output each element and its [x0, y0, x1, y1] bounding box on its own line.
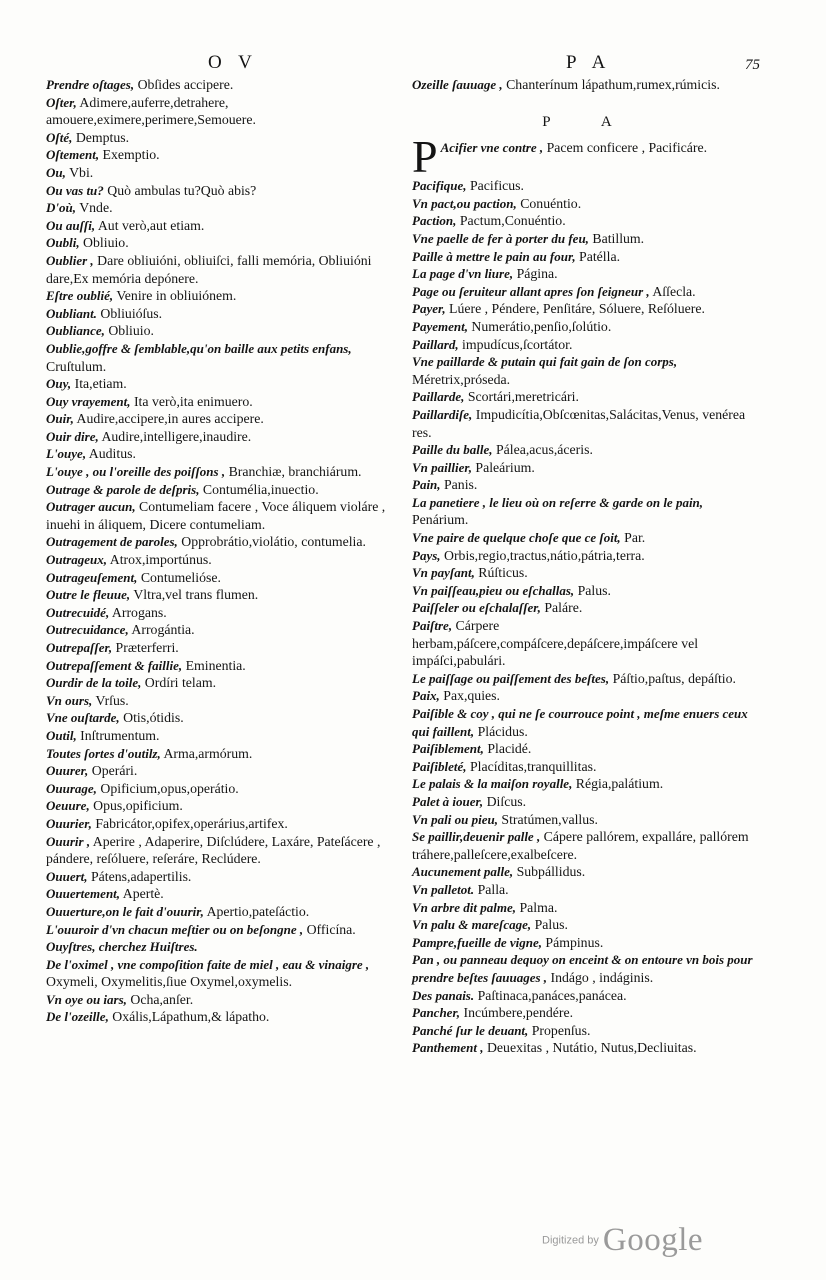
dictionary-entry [46, 287, 388, 305]
dictionary-entry [46, 199, 388, 217]
entry-headword: Ozeille ſauuage , [412, 77, 503, 92]
entry-headword: Pampre,fueille de vigne, [412, 934, 542, 950]
dictionary-entry [412, 283, 760, 301]
dictionary-entry [412, 1039, 760, 1057]
right-column-top-entries [412, 76, 760, 94]
dictionary-entry [46, 833, 388, 868]
entry-headword: Vn pact,ou paction, [412, 195, 517, 211]
entry-translation: Inſtrumentum. [80, 727, 160, 743]
entry-translation: Pactum,Conuéntio. [459, 213, 566, 229]
dictionary-entry [46, 780, 388, 798]
dictionary-entry [46, 727, 388, 745]
dictionary-entry [412, 705, 760, 740]
entry-headword: Outil, [46, 727, 77, 743]
entry-headword: Ouir, [46, 411, 74, 427]
entry-headword: Prendre oſtages, [46, 77, 135, 92]
entry-translation: Paláre. [544, 600, 583, 616]
entry-translation: Ordíri telam. [144, 675, 217, 691]
entry-translation: Oxymeli, Oxymelitis,ſiue Oxymel,oxymelis. [46, 974, 293, 990]
entry-translation: Panis. [444, 477, 478, 493]
entry-headword: Paiſſeler ou eſchalaſſer, [412, 600, 541, 616]
entry-translation: Obliuióſus. [100, 305, 163, 321]
entry-headword: Vn palletot. [412, 881, 475, 897]
entry-translation: Fabricátor,opifex,operárius,artifex. [95, 815, 288, 831]
entry-translation: Demptus. [75, 129, 130, 145]
entry-translation: Opificium,opus,operátio. [100, 780, 239, 796]
dictionary-entry [46, 815, 388, 833]
dictionary-entry [412, 811, 760, 829]
entry-headword: Paiſiblement, [412, 741, 484, 757]
dictionary-entry [412, 670, 760, 688]
entry-headword: Vn paillier, [412, 459, 472, 475]
dictionary-entry [46, 745, 388, 763]
entry-headword: Ou auſſi, [46, 217, 96, 233]
entry-headword: Ouurier, [46, 815, 92, 831]
dictionary-entry [412, 195, 760, 213]
dictionary-entry [46, 868, 388, 886]
entry-headword: Palet à iouer, [412, 793, 484, 809]
dictionary-entry [412, 599, 760, 617]
entry-headword: Ouyſtres, cherchez Huiſtres. [46, 939, 198, 955]
entry-headword: Panché ſur le deuant, [412, 1022, 529, 1038]
dictionary-entry [46, 938, 388, 956]
entry-headword: Outrager aucun, [46, 499, 136, 515]
entry-translation: Vltra,vel trans flumen. [133, 587, 259, 603]
entry-translation: Cárpere herbam,páſcere,compáſcere,depáſcere,impáſcere vel impáſci,pabulári. [412, 618, 699, 669]
entry-translation: Ita,etiam. [74, 376, 127, 392]
entry-headword: Oubliance, [46, 323, 105, 339]
dictionary-entry [412, 300, 760, 318]
entry-translation: Contumélia,inuectio. [202, 481, 319, 497]
dictionary-entry [412, 336, 760, 354]
dictionary-entry [46, 533, 388, 551]
first-entry-pa [412, 131, 760, 183]
dictionary-entry [46, 164, 388, 182]
google-watermark [542, 1222, 703, 1259]
entry-headword: Vne paillarde & putain qui fait gain de ſon corps, [412, 354, 678, 370]
entry-translation: Vnde. [79, 200, 113, 216]
entry-headword: Ouuerture,on le fait d'ouurir, [46, 903, 204, 919]
dictionary-entry [412, 476, 760, 494]
entry-translation: Propenſus. [531, 1022, 591, 1038]
entry-headword: Ouy, [46, 376, 72, 392]
dictionary-entry [412, 951, 760, 986]
entry-translation: Rúſticus. [478, 565, 528, 581]
entry-translation: Impudicítia,Obſcœnitas,Salácitas,Venus, venérea res. [412, 406, 746, 440]
entry-translation: Vrſus. [95, 692, 129, 708]
entry-translation: Ocha,anſer. [130, 991, 194, 1007]
entry-headword: Paiſibleté, [412, 758, 467, 774]
dictionary-entry [412, 687, 760, 705]
entry-headword: Oeuure, [46, 798, 90, 814]
entry-translation: Audire,accipere,in aures accipere. [76, 411, 264, 427]
dictionary-entry [412, 177, 760, 195]
entry-headword: Oſter, [46, 94, 77, 110]
entry-headword: Vne ouſtarde, [46, 710, 120, 726]
dictionary-entry [412, 564, 760, 582]
dictionary-entry [412, 775, 760, 793]
entry-translation: Numerátio,penſio,ſolútio. [471, 318, 612, 334]
entry-headword: Paiſtre, [412, 618, 453, 634]
entry-translation: Branchiæ, branchiárum. [228, 464, 362, 480]
entry-translation: Contumelióse. [140, 569, 221, 585]
entry-headword: Acifier vne contre , [440, 140, 544, 156]
entry-headword: La page d'vn liure, [412, 266, 514, 282]
entry-translation: Pálea,acus,áceris. [495, 442, 593, 458]
entry-translation: Orbis,regio,tractus,nátio,pátria,terra. [443, 547, 645, 563]
entry-translation: Pátens,adapertilis. [91, 868, 192, 884]
entry-headword: De l'ozeille, [46, 1009, 109, 1025]
entry-headword: Pacifique, [412, 178, 467, 194]
entry-headword: Outrageux, [46, 552, 108, 568]
dictionary-entry [412, 76, 760, 94]
dictionary-entry [46, 586, 388, 604]
entry-headword: Ou vas tu? [46, 182, 104, 198]
dictionary-entry [412, 318, 760, 336]
dictionary-entry [46, 393, 388, 411]
entry-translation: Paleárium. [475, 459, 535, 475]
entry-headword: Des panais. [412, 987, 475, 1003]
entry-headword: Paille du balle, [412, 442, 493, 458]
dictionary-entry [412, 617, 760, 670]
dictionary-entry [46, 252, 388, 287]
entry-translation: Arrogántia. [131, 622, 195, 638]
entry-translation: Vbi. [69, 164, 94, 180]
dictionary-entry [46, 182, 388, 200]
entry-headword: Ouurage, [46, 780, 97, 796]
entry-translation: Régia,palátium. [575, 776, 664, 792]
dictionary-entry [412, 916, 760, 934]
entry-headword: Paillard, [412, 336, 459, 352]
entry-translation: Oxális,Lápathum,& lápatho. [112, 1009, 270, 1025]
entry-headword: Oublier , [46, 252, 94, 268]
dictionary-entry [46, 340, 388, 375]
dictionary-entry [46, 322, 388, 340]
dictionary-entry [46, 481, 388, 499]
entry-headword: Paillardiſe, [412, 406, 473, 422]
entry-headword: Ouy vrayement, [46, 393, 131, 409]
entry-translation: Cápere pallórem, expalláre, pallórem tráhere,palleſcere,exalbeſcere. [412, 829, 749, 862]
entry-translation: Aſſecla. [652, 283, 696, 299]
entry-headword: Oublie,goffre & ſemblable,qu'on baille aux petits enfans, [46, 340, 352, 356]
entry-translation: Méretrix,próseda. [412, 371, 511, 387]
dictionary-entry [46, 94, 388, 129]
entry-translation: Placíditas,tranquillitas. [469, 758, 597, 774]
dictionary-entry [412, 740, 760, 758]
google-logo: Google [602, 1222, 704, 1258]
entry-headword: Outrageuſement, [46, 569, 138, 585]
entry-headword: Ouuertement, [46, 886, 121, 902]
dictionary-entry [412, 547, 760, 565]
entry-translation: Incúmbere,pendére. [463, 1005, 574, 1021]
dictionary-entry [412, 863, 760, 881]
entry-translation: Pacem conficere , Pacificáre. [546, 140, 708, 156]
dictionary-entry [412, 793, 760, 811]
entry-translation: Præterferri. [115, 640, 179, 655]
entry-translation: Audire,intelligere,inaudire. [101, 428, 252, 444]
entry-headword: Outragement de paroles, [46, 534, 178, 550]
dictionary-entry [46, 621, 388, 639]
entry-headword: Pancher, [412, 1005, 461, 1021]
dictionary-entry [412, 353, 760, 388]
entry-translation: Scortári,meretricári. [467, 389, 579, 405]
entry-headword: Outrecuidé, [46, 604, 110, 620]
entry-headword: Oubliant. [46, 305, 97, 321]
entry-translation: Eminentia. [185, 657, 246, 673]
entry-translation: Officína. [306, 921, 356, 937]
dictionary-entry [46, 569, 388, 587]
entry-headword: Vn palu & mareſcage, [412, 917, 532, 933]
dictionary-entry [46, 991, 388, 1009]
dictionary-entry [412, 248, 760, 266]
entry-translation: Palus. [577, 582, 611, 598]
entry-translation: Obliuio. [108, 323, 154, 339]
dictionary-entry [412, 230, 760, 248]
dictionary-entry [46, 604, 388, 622]
entry-translation: Exemptio. [102, 147, 160, 163]
entry-headword: De l'oximel , vne compoſition faite de miel , eau & vinaigre , [46, 956, 370, 972]
entry-headword: Vn paiſſeau,pieu ou eſchallas, [412, 582, 575, 598]
entry-translation: Otis,ótidis. [123, 710, 184, 726]
dictionary-entry [46, 692, 388, 710]
dictionary-entry [46, 657, 388, 675]
entry-headword: Oubli, [46, 235, 80, 251]
dictionary-entry [412, 494, 760, 529]
entry-headword: Ourdir de la toile, [46, 675, 142, 691]
dictionary-entry [46, 903, 388, 921]
dictionary-entry [412, 758, 760, 776]
dictionary-entry [412, 459, 760, 477]
entry-translation: Atrox,importúnus. [109, 552, 212, 568]
page-number: 75 [745, 57, 760, 73]
entry-headword: Le paiſſage ou paiſſement des beſtes, [412, 670, 610, 686]
entry-headword: Eſtre oublié, [46, 288, 114, 304]
entry-headword: Vne paire de quelque choſe que ce ſoit, [412, 530, 621, 546]
left-column [46, 76, 388, 1026]
entry-translation: Auditus. [88, 446, 136, 462]
entry-headword: Ouurir , [46, 833, 91, 849]
entry-headword: Vne paelle de fer à porter du feu, [412, 230, 589, 246]
dictionary-entry [46, 921, 388, 939]
entry-translation: Palma. [519, 899, 558, 915]
entry-headword: Pays, [412, 547, 441, 563]
entry-headword: Pain, [412, 477, 441, 493]
dictionary-entry [412, 441, 760, 459]
entry-headword: Outre le fleuue, [46, 587, 131, 603]
dictionary-entry [46, 445, 388, 463]
entry-translation: Diſcus. [486, 793, 527, 809]
entry-translation: Stratúmen,vallus. [501, 811, 598, 827]
entry-headword: Ouurer, [46, 763, 89, 779]
entry-translation: Obſides accipere. [137, 77, 234, 92]
entry-translation: Palla. [477, 881, 509, 897]
entry-headword: Vn arbre dit palme, [412, 899, 517, 915]
dictionary-entry [412, 212, 760, 230]
entry-translation: Pax,quies. [443, 688, 500, 704]
dictionary-entry [46, 885, 388, 903]
dictionary-entry [46, 498, 388, 533]
entry-headword: Vn ours, [46, 692, 93, 708]
entry-translation: Placidé. [487, 741, 532, 757]
entry-translation: Indágo , indáginis. [550, 969, 654, 985]
dictionary-entry [46, 639, 388, 657]
running-head-left: O V [208, 52, 258, 73]
entry-headword: D'où, [46, 200, 76, 216]
dictionary-entry [46, 305, 388, 323]
dictionary-entry [412, 582, 760, 600]
entry-translation: Paſtinaca,panáces,panácea. [477, 987, 627, 1003]
entry-translation: Patélla. [579, 248, 621, 264]
entry-translation: Penárium. [412, 512, 469, 528]
entry-translation: Subpállidus. [516, 864, 586, 880]
entry-translation: Cruſtulum. [46, 358, 107, 374]
entry-translation: Opus,opificium. [93, 798, 183, 814]
dictionary-entry [412, 406, 760, 441]
entry-headword: Outrepaſſer, [46, 640, 113, 655]
entry-translation: Pámpinus. [545, 934, 604, 950]
entry-headword: Paction, [412, 213, 457, 229]
entry-headword: Vn oye ou iars, [46, 991, 127, 1007]
entry-headword: Paix, [412, 688, 440, 704]
dictionary-entry [46, 217, 388, 235]
entry-headword: Outrepaſſement & faillie, [46, 657, 183, 673]
entry-headword: Outrecuidance, [46, 622, 129, 638]
dictionary-entry [46, 797, 388, 815]
entry-translation: Arrogans. [111, 604, 167, 620]
entry-headword: Ouuert, [46, 868, 88, 884]
dictionary-entry [412, 987, 760, 1005]
entry-headword: L'ouuroir d'vn chacun meſtier ou on beſongne , [46, 921, 304, 937]
dictionary-entry [46, 709, 388, 727]
entry-headword: Outrage & parole de deſpris, [46, 481, 200, 497]
entry-translation: Aperire , Adaperire, Diſclúdere, Laxáre, Pateſácere , pándere, reſóluere, reſeráre, Reclúdere. [46, 833, 381, 867]
entry-headword: Aucunement palle, [412, 864, 514, 880]
right-column-entries [412, 177, 760, 1057]
entry-headword: Page ou ſeruiteur allant apres ſon ſeigneur , [412, 283, 650, 299]
entry-translation: Quò ambulas tu?Quò abis? [107, 182, 257, 198]
dictionary-entry [412, 881, 760, 899]
entry-headword: Paillarde, [412, 389, 465, 405]
dictionary-entry [46, 1008, 388, 1026]
entry-headword: Ou, [46, 164, 66, 180]
dictionary-entry [46, 129, 388, 147]
entry-translation: Dare obliuióni, obliuiſci, falli memória, Obliuióni dare,Ex memória depónere. [46, 252, 372, 286]
dictionary-entry [412, 1004, 760, 1022]
running-head-right: P A [566, 52, 612, 73]
entry-headword: L'ouye , ou l'oreille des poiſſons , [46, 464, 226, 480]
dictionary-entry [46, 375, 388, 393]
entry-headword: Ouir dire, [46, 428, 99, 444]
entry-headword: Vn payſant, [412, 565, 475, 581]
entry-translation: Página. [516, 266, 558, 282]
dictionary-entry [412, 529, 760, 547]
entry-headword: Payer, [412, 301, 446, 317]
entry-translation: Opprobrátio,violátio, contumelia. [181, 534, 366, 550]
dictionary-entry [412, 265, 760, 283]
dictionary-entry [46, 551, 388, 569]
dictionary-entry [412, 388, 760, 406]
entry-headword: La panetiere , le lieu où on reſerre & garde on le pain, [412, 494, 704, 510]
entry-translation: Aut verò,aut etiam. [97, 217, 205, 233]
entry-translation: Batillum. [592, 230, 645, 246]
entry-translation: Operári. [91, 763, 138, 779]
digitized-by-text: Digitized by [542, 1234, 599, 1247]
entry-translation: impudícus,ſcortátor. [462, 336, 573, 352]
entry-translation: Apertè. [122, 886, 164, 902]
dictionary-entry [46, 674, 388, 692]
entry-headword: Toutes ſortes d'outilz, [46, 745, 161, 761]
entry-translation: Conuéntio. [520, 195, 582, 211]
dictionary-entry [46, 410, 388, 428]
entry-translation: Adimere,auferre,detrahere, amouere,eximere,perimere,Semouere. [46, 94, 256, 128]
entry-headword: Le palais & la maiſon royalle, [412, 776, 573, 792]
entry-headword: L'ouye, [46, 446, 87, 462]
dictionary-entry [46, 762, 388, 780]
entry-translation: Par. [624, 530, 646, 546]
entry-headword: Payement, [412, 318, 468, 334]
dictionary-entry [412, 899, 760, 917]
entry-translation: Obliuio. [83, 235, 129, 251]
entry-translation: Venire in obliuiónem. [116, 288, 237, 304]
entry-headword: Vn pali ou pieu, [412, 811, 498, 827]
dictionary-entry [46, 428, 388, 446]
entry-headword: Panthement , [412, 1040, 484, 1056]
entry-translation: Arma,armórum. [163, 745, 253, 761]
entry-translation: Contumeliam facere , Voce áliquem violáre , inuehi in áliquem, Dicere contumeliam. [46, 499, 386, 532]
entry-translation: Lúere , Péndere, Penſitáre, Sóluere, Reſóluere. [449, 301, 705, 317]
drop-cap: P [412, 131, 438, 183]
dictionary-entry [412, 1022, 760, 1040]
dictionary-entry [412, 828, 760, 863]
entry-headword: Pan , ou panneau dequoy on enceint & on entoure vn bois pour prendre beſtes ſauuages , [412, 952, 753, 985]
entry-translation: Chanterínum lápathum,rumex,rúmicis. [506, 77, 720, 92]
entry-headword: Paille à mettre le pain au four, [412, 248, 576, 264]
entry-translation: Pacificus. [469, 178, 524, 194]
entry-headword: Se paillir,deuenir palle , [412, 829, 541, 845]
dictionary-entry [412, 934, 760, 952]
section-heading: P A [542, 113, 636, 130]
entry-headword: Oſté, [46, 129, 73, 145]
entry-translation: Apertio,pateſáctio. [206, 903, 310, 919]
entry-translation: Plácidus. [477, 723, 528, 739]
entry-headword: Oſtement, [46, 147, 100, 163]
dictionary-entry [46, 76, 388, 94]
entry-translation: Páſtio,paſtus, depáſtio. [612, 670, 736, 686]
entry-headword: Paiſible & coy , qui ne ſe courrouce point , meſme enuers ceux qui faillent, [412, 706, 748, 739]
dictionary-entry [46, 234, 388, 252]
entry-translation: Palus. [534, 917, 568, 933]
dictionary-entry [46, 463, 388, 481]
entry-translation: Deuexitas , Nutátio, Nutus,Decliuitas. [486, 1040, 697, 1056]
dictionary-entry [46, 146, 388, 164]
right-column [412, 76, 760, 1057]
entry-translation: Ita verò,ita enimuero. [133, 393, 253, 409]
dictionary-entry [46, 956, 388, 991]
